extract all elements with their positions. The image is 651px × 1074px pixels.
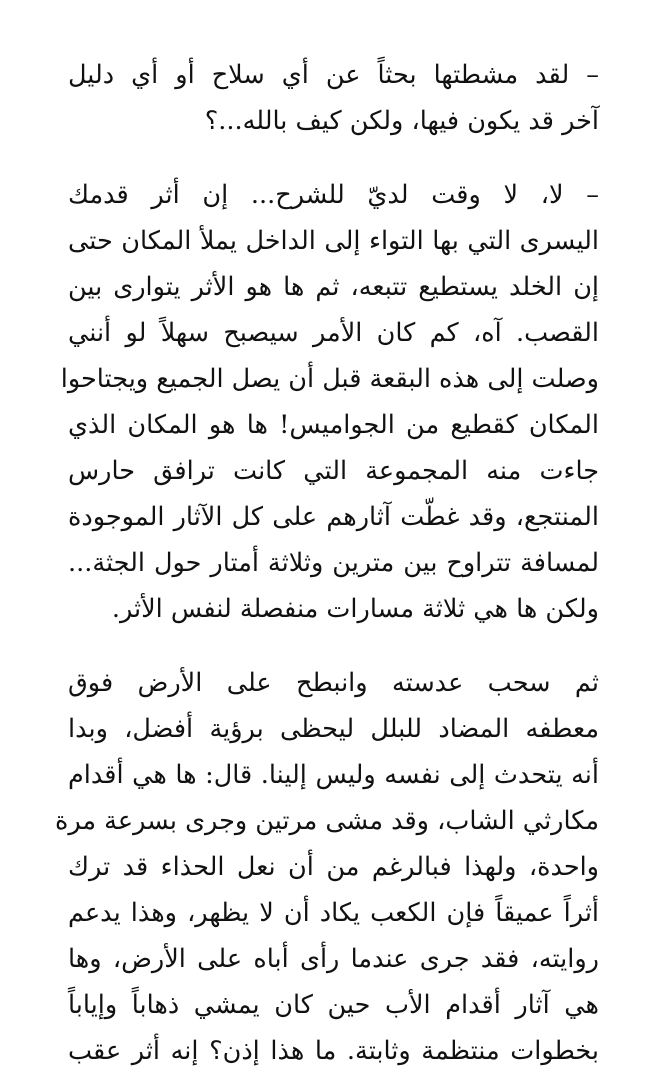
text-line: وصلت إلى هذه البقعة قبل أن يصل الجميع ويجتاحوا <box>60 364 599 394</box>
text-line: آخر قد يكون فيها، ولكن كيف بالله...؟ <box>204 106 599 136</box>
paragraph-spacer <box>68 632 599 660</box>
text-line: معطفه المضاد للبلل ليحظى برؤية أفضل، وبدا <box>68 714 599 744</box>
text-line: القصب. آه، كم كان الأمر سيصبح سهلاً لو أنني <box>68 318 599 348</box>
paragraph-1 <box>68 52 599 144</box>
text-line: أنه يتحدث إلى نفسه وليس إلينا. قال: ها هي أقدام <box>68 760 599 790</box>
text-line: – لقد مشطتها بحثاً عن أي سلاح أو أي دليل <box>68 60 599 90</box>
paragraph-3 <box>54 660 599 1074</box>
text-line: إن الخلد يستطيع تتبعه، ثم ها هو الأثر يتوارى بين <box>68 272 599 302</box>
text-line: جاءت منه المجموعة التي كانت ترافق حارس <box>68 456 599 486</box>
text-line: المكان كقطيع من الجواميس! ها هو المكان الذي <box>68 410 599 440</box>
text-line: ولكن ها هي ثلاثة مسارات منفصلة لنفس الأثر. <box>111 594 599 624</box>
paragraph-2 <box>60 172 599 632</box>
text-line: مكارثي الشاب، وقد مشى مرتين وجرى بسرعة مرة <box>54 806 599 836</box>
paragraph-spacer <box>68 144 599 172</box>
text-line: لمسافة تتراوح بين مترين وثلاثة أمتار حول الجثة... <box>68 548 599 578</box>
text-line: أثراً عميقاً فإن الكعب يكاد أن لا يظهر، وهذا يدعم <box>68 898 599 928</box>
text-line: بخطوات منتظمة وثابتة. ما هذا إذن؟ إنه أثر عقب <box>68 1036 599 1066</box>
text-line: هي آثار أقدام الأب حين كان يمشي ذهاباً وإياباً <box>68 990 599 1020</box>
text-line: ثم سحب عدسته وانبطح على الأرض فوق <box>68 668 599 698</box>
text-line: – لا، لا وقت لديّ للشرح... إن أثر قدمك <box>68 180 599 210</box>
text-line: اليسرى التي بها التواء إلى الداخل يملأ المكان حتى <box>68 226 599 256</box>
text-line: المنتجع، وقد غطّت آثارهم على كل الآثار الموجودة <box>68 502 599 532</box>
text-line: واحدة، ولهذا فبالرغم من أن نعل الحذاء قد ترك <box>68 852 599 882</box>
text-line: روايته، فقد جرى عندما رأى أباه على الأرض، وها <box>68 944 599 974</box>
